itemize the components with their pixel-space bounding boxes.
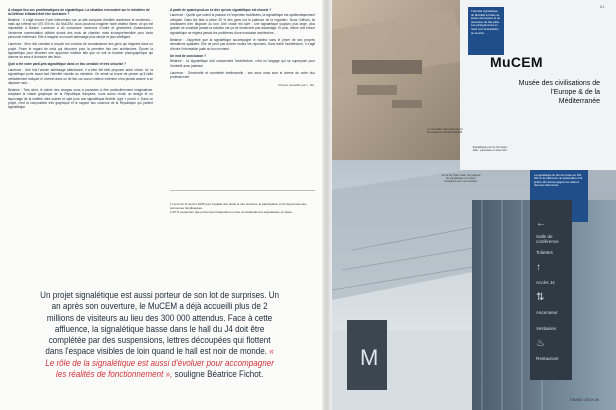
question: À chaque lieu ses problématiques de signalétique. La situation rencontrée sur le ministère de la Défense à Balard doit être tout autre ? xyxy=(8,8,150,17)
pull-quote-block xyxy=(40,290,279,380)
answer: Béatrice : Il s'agit encore d'une intervention sur un site composé d'entités anciennes et modernes… mais qui s'étend sur 470 000 m². Au MuCEM, nous pouvions imaginer notre visiteur flâner, ce qui est impossible à Balard. Laurence a dû convaincre donneurs d'ordre et géomètres d'abandonner l'ancienne numérotation utilisée durant des mois de chantier, mais incompréhensible pour toute personne extérieure. Elle a imaginé un nouvel adressage plus simple et plus intelligent. xyxy=(8,17,153,39)
pull-quote-text: Un projet signalétique est aussi porteur de son lot de surprises. Un an après son ouverture, le MuCEM a déjà accueilli plus de 2 millions de visiteurs au lieu des 300 000 attendus. Face à cette affluence, la signalétique basse dans le hall du J4 doit être complétée par des suspensions, lettres découpées qui flottent dans l'espace visibles de loin quand le hall est noir de monde. xyxy=(40,290,280,357)
sign-label: Toilettes xyxy=(536,250,553,255)
mucem-logo: MuCEM xyxy=(490,54,543,70)
sign-label: Salle de conférence xyxy=(536,234,559,244)
sign-label: Accès J4 xyxy=(536,280,555,285)
answer: Laurence : Une fois l'ancien adressage abandonné, il a bien été fallu proposer autre chose. Ici, la signalétique porte avant tout l'identité visuelle du ministère. On serait un leurre de penser qu'il faille véritablement indiquer le chemin dans un tel lieu car aucun visiteur extérieur n'est jamais amené à se déplacer seul… xyxy=(8,67,153,85)
restaurant-icon: ♨ xyxy=(536,338,545,349)
interview-column-1 xyxy=(8,8,153,113)
interview-column-2 xyxy=(170,8,315,87)
sign-label: Vestiaires xyxy=(536,326,556,331)
museum-title: Musée des civilisations de l'Europe & de la Méditerranée xyxy=(518,80,600,105)
photo-caption: Le monolithe d'accueil reprend les codes de l'identité MuCEM. xyxy=(427,128,463,135)
footnote: 2 30 % seulement des personnes fréquentant un lieu consulteraient la signalétique en place. xyxy=(170,210,293,214)
footnotes xyxy=(170,202,315,214)
elevator-icon: ⇅ xyxy=(536,292,545,303)
page-number: 61 xyxy=(600,4,605,9)
arrow-up-icon: ↑ xyxy=(536,262,541,273)
footnote-divider xyxy=(170,190,315,191)
pull-quote-highlight: « Le rôle de la signalétique est aussi d'évoluer pour accompagner les réalités de fonctionnement », xyxy=(45,346,274,380)
answer: Laurence : Générosité et honnêteté intellectuelle : ces deux mots sont le ciment de notre duo professionnel. xyxy=(170,70,315,80)
photo-caption: Signalétique pour le fort Saint-Jean : panneaux en acier brut. xyxy=(472,146,508,153)
answer: Laurence : Mon rôle consiste à coupler les cordons de connaissance des gens qui baignent dans un projet. Poser le regard de celui qui découvre pour la première fois une architecture. Épurer la signalétique pour favoriser une approche intuitive afin que ce soit la fonction photographique qui domine du sens à la lecture des lieux. xyxy=(8,42,153,60)
sign-label: Restaurant xyxy=(536,356,559,361)
answer: Béatrice : Très strict, le cahier des charges nous a poussées à être particulièrement imaginatives. Adoptant la charte graphique de la République française, nous avons choisi un design et un façonnage de la matière ultra sobres et opté pour une signalétique flexible, type « post-it ». Dans ce projet, c'est la composition très graphique et le rapport aux couleurs de la République qui portent signalétique. xyxy=(8,88,153,110)
sign-label: Ascenseur xyxy=(536,310,558,315)
pull-quote-attribution: souligne Béatrice Fichot. xyxy=(174,369,264,380)
info-caption-blue-2: La signalétique du site est posée sur 100 000 m² de bâtiments, de passerelles et de jardins afin d'accompagner les visiteurs dans leur découverte. xyxy=(530,170,588,222)
photo-caption: Sur le fort Saint-Jean, les plaques de signalétique en Corten s'intègrent aux murs anciens. xyxy=(441,174,481,184)
page-fold xyxy=(322,0,332,410)
svg-text:M: M xyxy=(360,345,379,370)
question: Un mot de conclusion ? xyxy=(170,53,207,58)
interview-credit: Propos recueillis par L. Ric. xyxy=(278,82,315,87)
footnote: 1 La loi du 11 février 2005 pour l'égalité des droits et des chances, la participation et la citoyenneté des personnes handicapées. xyxy=(170,202,307,210)
magazine-reference: GRAND LIEUX #9 xyxy=(570,398,599,402)
answer: Béatrice : J'apprécie que la signalétique accompagne le visiteur sans le priver de ses propres sensations spatiales. Elle ne peut pas donner toutes les réponses. Sans trahir l'architecture, il s'agit d'écrire l'information juste au bon moment. xyxy=(170,37,315,51)
arrow-left-icon: ← xyxy=(536,218,546,229)
answer: Laurence : Quelle que soient la passion et l'expertise mobilisées, la signalétique est systématiquement critiquée. Dans les faits à peine 30 % des gens ont la patience de la regarder². Nous l'offrons, ils choisissent d'en disposer ou non. Une chose est sûre : une signalétique toujours plus large, plus grande ne constitue jamais la solution car ça ne fonctionne pas davantage. Et puis, même une bonne signalétique ne règlera jamais les problèmes d'une mauvaise architecture… xyxy=(170,13,315,35)
question: Quel a été votre parti-pris signalétique dans ce lieu sensible et très sécurisé ? xyxy=(8,62,126,67)
question: À partir de quand peut-on se dire qu'une signalétique est réussie ? xyxy=(170,8,272,12)
info-caption-blue: L'identité signalétique de MuCEM est faite de lettres découpées et de panneaux de tôle pliée. Les pictogrammes en relief sont accessibles au toucher. xyxy=(468,7,504,55)
answer: Béatrice : La signalétique doit comprendre l'architecture, c'est un langage qui se superpose pour l'embellir avec justesse. xyxy=(170,59,315,68)
signage-column xyxy=(530,200,572,380)
